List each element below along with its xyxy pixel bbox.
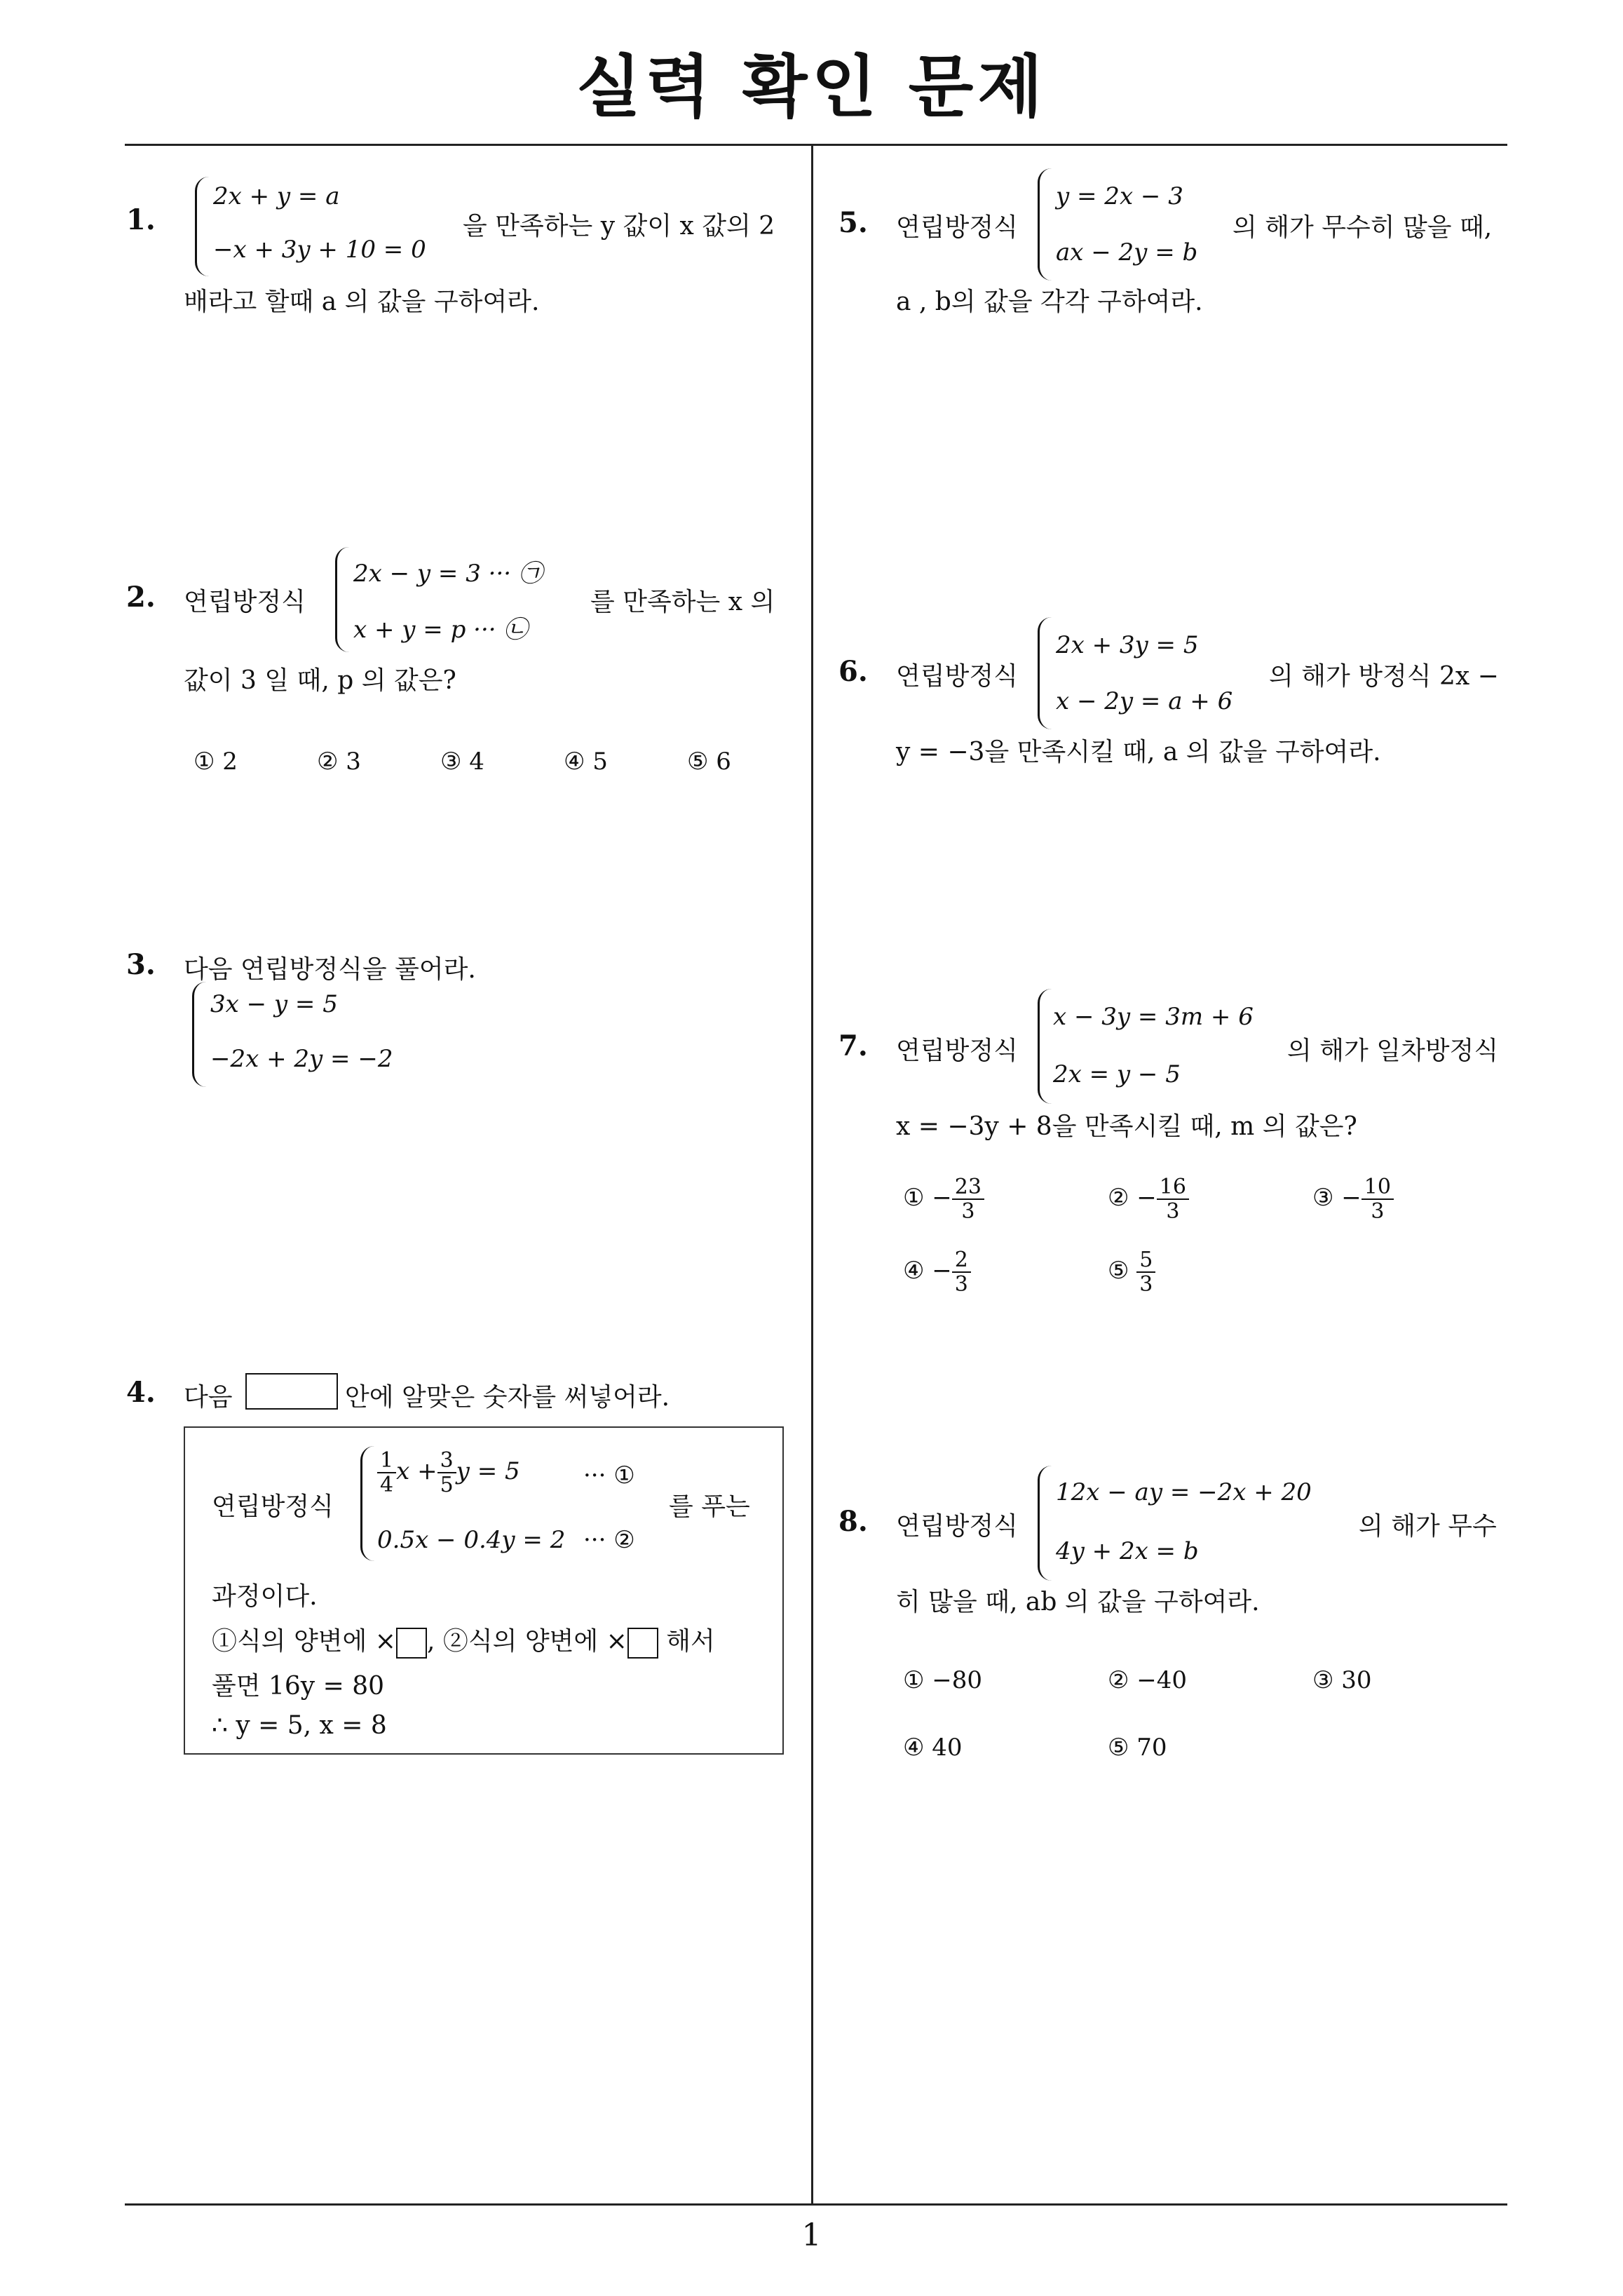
problem-text: 연립방정식 [896, 662, 1018, 691]
box-text [212, 1621, 715, 1659]
fraction [437, 1449, 456, 1497]
fraction-numerator: 1 [377, 1449, 396, 1473]
choice: ① −80 [903, 1666, 983, 1694]
equation-1: 2x + y = a [213, 182, 340, 210]
choice [903, 1175, 984, 1223]
equation-system [195, 177, 440, 276]
problem-text: 의 해가 무수히 많을 때, [1232, 213, 1493, 242]
box-text-part: ①식의 양변에 × [212, 1627, 396, 1656]
choice [1108, 1175, 1189, 1223]
fraction-denominator: 5 [440, 1473, 454, 1497]
equation-system [1038, 1466, 1332, 1581]
choice: ② −40 [1108, 1666, 1188, 1694]
fraction [952, 1248, 971, 1296]
choice: ④ 5 [564, 748, 608, 776]
fraction-denominator: 3 [954, 1272, 968, 1297]
choice: ⑤ 6 [687, 748, 731, 776]
top-rule [125, 144, 1507, 146]
problem-number: 4. [126, 1376, 156, 1409]
problem-number: 6. [838, 655, 868, 688]
choice [1108, 1248, 1155, 1296]
blank-box [627, 1628, 658, 1659]
equation-1: 12x − ay = −2x + 20 [1056, 1478, 1312, 1506]
fraction-numerator: 23 [952, 1175, 984, 1200]
fraction-denominator: 4 [380, 1473, 394, 1497]
choice-mark: ③ [1312, 1184, 1334, 1212]
equation-1: 2x − y = 3 ··· ㉠ [353, 560, 543, 588]
problem-text: 의 해가 무수 [1359, 1512, 1497, 1541]
box-text-part: , ②식의 양변에 × [426, 1627, 627, 1656]
equation-2: −x + 3y + 10 = 0 [213, 236, 426, 264]
brace [195, 177, 212, 276]
problem-text: 히 많을 때, ab 의 값을 구하여라. [896, 1588, 1260, 1616]
problem-text: 연립방정식 [896, 1036, 1018, 1065]
equation-tag: ··· ② [583, 1526, 635, 1554]
choice: ③ 4 [440, 748, 484, 776]
problem-text: 연립방정식 [184, 588, 306, 616]
process-box [184, 1426, 784, 1755]
choice: ⑤ 70 [1108, 1734, 1167, 1762]
problem-number: 8. [838, 1505, 868, 1538]
fraction [1157, 1175, 1189, 1223]
box-text: 과정이다. [212, 1582, 318, 1611]
equation-1: 2x + 3y = 5 [1056, 631, 1199, 659]
equation-1: 3x − y = 5 [210, 990, 338, 1018]
brace [335, 547, 353, 652]
problem-number: 7. [838, 1029, 868, 1062]
fraction-denominator: 3 [961, 1199, 975, 1224]
problem-text: 연립방정식 [896, 1512, 1018, 1541]
fraction-numerator: 10 [1361, 1175, 1394, 1200]
choice: ① 2 [193, 748, 238, 776]
equation-2: −2x + 2y = −2 [210, 1045, 393, 1073]
equation-1: y = 2x − 3 [1056, 182, 1183, 210]
equation-tag: ··· ① [583, 1461, 635, 1490]
box-text: ∴ y = 5, x = 8 [212, 1711, 387, 1740]
equation-2: x − 2y = a + 6 [1056, 687, 1233, 715]
fraction-denominator: 3 [1166, 1199, 1180, 1224]
problem-text: a , b의 값을 각각 구하여라. [896, 288, 1203, 316]
equation-2: 2x = y − 5 [1053, 1060, 1181, 1088]
equation-system [1038, 989, 1290, 1104]
fraction [377, 1449, 396, 1497]
fraction-numerator: 3 [437, 1449, 456, 1473]
problem-text: 안에 알맞은 숫자를 써넣어라. [345, 1383, 670, 1412]
blank-box [396, 1628, 427, 1659]
equation-system [1038, 168, 1248, 281]
blank-box [245, 1373, 338, 1410]
problem-text: 배라고 할때 a 의 값을 구하여라. [184, 288, 540, 316]
problem-text: 를 만족하는 x 의 [590, 588, 775, 616]
fraction-numerator: 2 [952, 1248, 971, 1273]
brace [360, 1446, 378, 1561]
equation-1 [377, 1449, 520, 1497]
equation-2: 4y + 2x = b [1056, 1537, 1199, 1565]
choice-sign: − [932, 1257, 952, 1285]
fraction-numerator: 5 [1136, 1248, 1155, 1273]
problem-text: 다음 연립방정식을 풀어라. [184, 955, 476, 984]
equation-2: ax − 2y = b [1056, 238, 1198, 266]
column-divider [811, 145, 813, 2204]
page-number: 1 [801, 2217, 822, 2253]
choice-sign: − [1136, 1184, 1157, 1212]
problem-text: x = −3y + 8을 만족시킬 때, m 의 값은? [896, 1112, 1357, 1141]
box-text: 풀면 16y = 80 [212, 1672, 385, 1701]
equation-1: x − 3y = 3m + 6 [1053, 1003, 1254, 1031]
box-text: 연립방정식 [212, 1492, 334, 1521]
problem-text: 을 만족하는 y 값이 x 값의 2 [463, 212, 775, 241]
problem-number: 5. [838, 206, 868, 239]
choice-mark: ① [903, 1184, 925, 1212]
problem-number: 2. [126, 581, 156, 614]
problem-text: 다음 [184, 1383, 233, 1412]
box-text-part: 해서 [666, 1627, 715, 1656]
equation-system [335, 547, 566, 652]
equation-2: 0.5x − 0.4y = 2 [377, 1526, 566, 1554]
choice-sign: − [1341, 1184, 1361, 1212]
fraction-numerator: 16 [1157, 1175, 1189, 1200]
choice-sign: − [932, 1184, 952, 1212]
brace [1038, 617, 1055, 729]
choice: ④ 40 [903, 1734, 963, 1762]
equation-2: x + y = p ··· ㉡ [353, 616, 528, 644]
problem-text: 연립방정식 [896, 213, 1018, 242]
choice: ③ 30 [1312, 1666, 1372, 1694]
fraction [1361, 1175, 1394, 1223]
fraction-denominator: 3 [1139, 1272, 1153, 1297]
problem-text: 값이 3 일 때, p 의 값은? [184, 666, 456, 695]
equation-system [360, 1446, 676, 1561]
choice [1312, 1175, 1394, 1223]
equation-part: x + [396, 1457, 437, 1485]
equation-system [1038, 617, 1276, 729]
bottom-rule [125, 2203, 1507, 2206]
problem-text: 의 해가 일차방정식 [1287, 1036, 1499, 1065]
fraction [1136, 1248, 1155, 1296]
problem-text: 의 해가 방정식 2x − [1269, 662, 1499, 691]
problem-number: 3. [126, 948, 156, 981]
equation-part: y = 5 [456, 1457, 520, 1485]
choice: ② 3 [317, 748, 361, 776]
choice [903, 1248, 971, 1296]
brace [1038, 168, 1055, 281]
problem-number: 1. [126, 203, 156, 236]
choice-mark: ⑤ [1108, 1257, 1129, 1285]
brace [1038, 1466, 1055, 1581]
page-title: 실력 확인 문제 [576, 48, 1047, 126]
equation-system [192, 982, 416, 1087]
choice-mark: ④ [903, 1257, 925, 1285]
fraction-denominator: 3 [1371, 1199, 1385, 1224]
problem-text: y = −3을 만족시킬 때, a 의 값을 구하여라. [896, 738, 1381, 767]
box-text: 를 푸는 [669, 1492, 750, 1521]
fraction [952, 1175, 984, 1223]
choice-mark: ② [1108, 1184, 1129, 1212]
brace [192, 982, 210, 1087]
